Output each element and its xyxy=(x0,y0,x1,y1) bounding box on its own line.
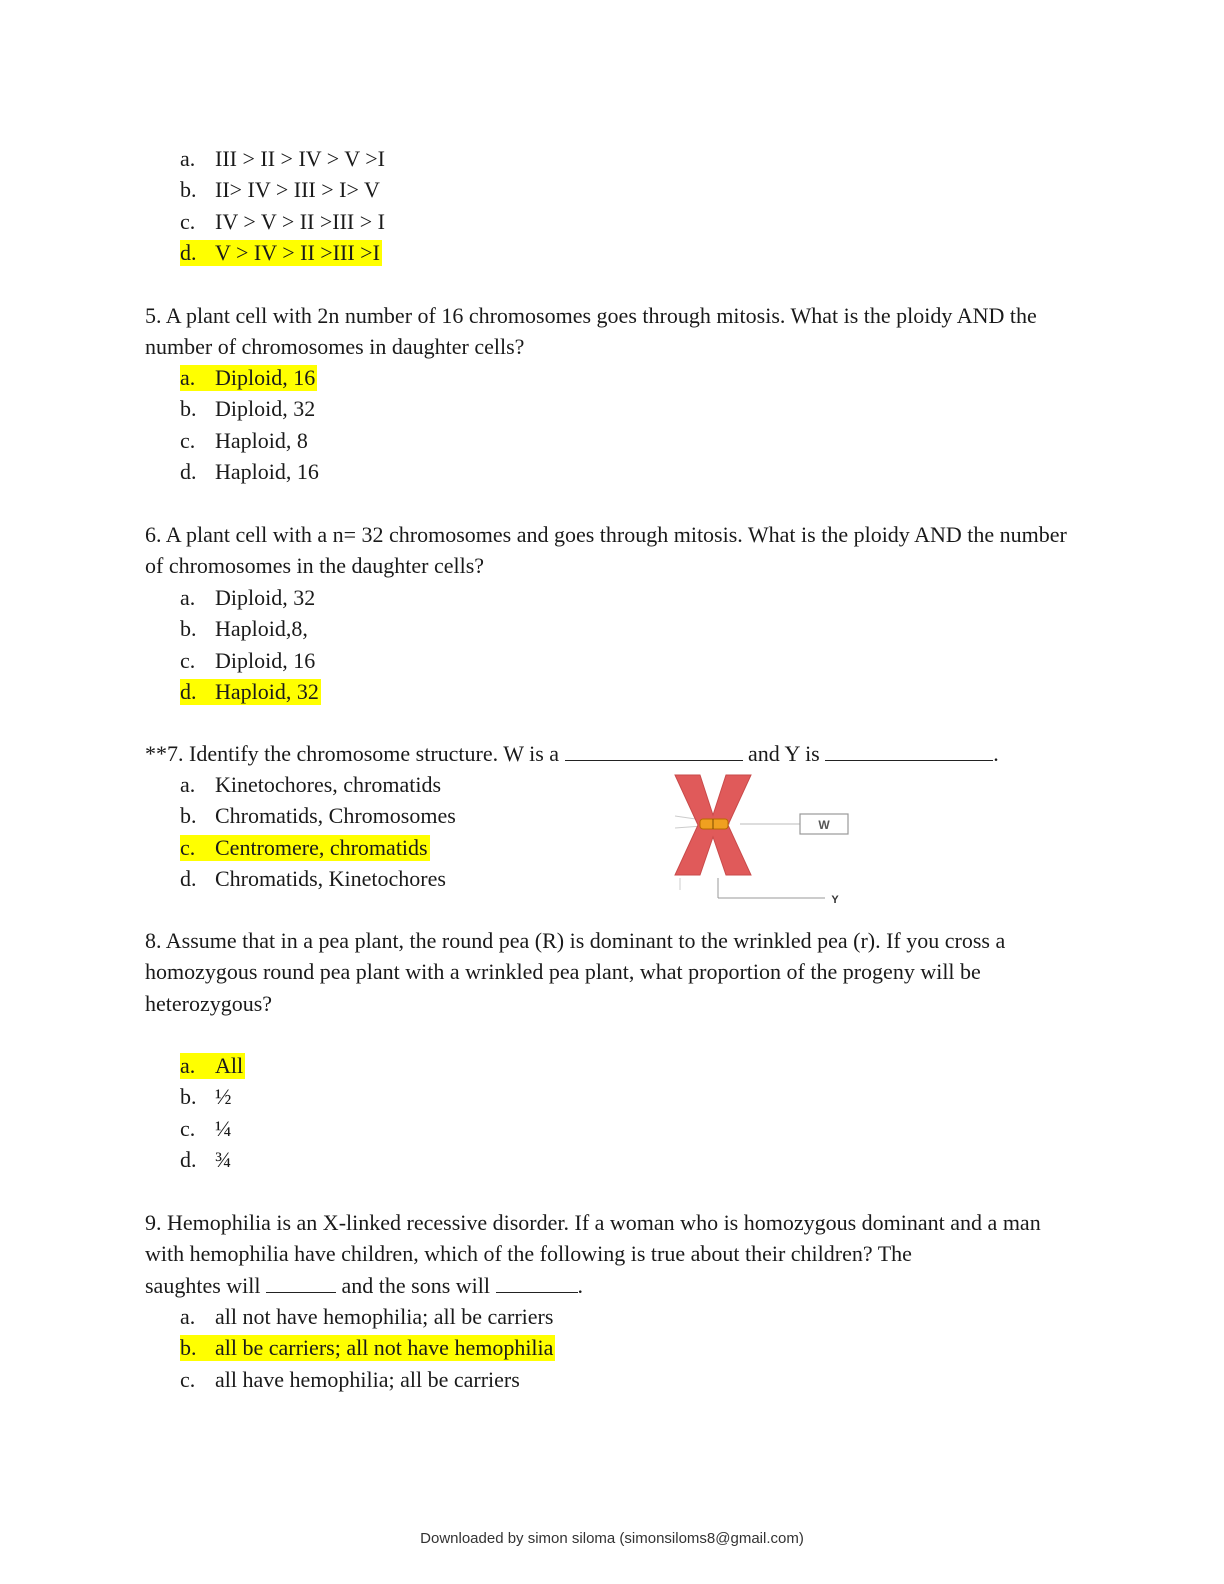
answer-option xyxy=(180,206,387,237)
answer-option xyxy=(180,676,321,707)
answer-body xyxy=(180,1367,522,1393)
highlighted-answer xyxy=(180,835,430,861)
option-text: Diploid, 16 xyxy=(215,365,316,390)
q4-options xyxy=(180,143,387,268)
option-letter: d. xyxy=(180,458,197,484)
option-text: Haploid,8, xyxy=(215,616,308,642)
option-letter: d. xyxy=(180,678,197,704)
download-footer: Downloaded by simon siloma (simonsiloms8@gmail.com) xyxy=(420,1530,804,1547)
w-answer-blank xyxy=(565,740,743,761)
answer-option xyxy=(180,1364,555,1395)
option-letter: a. xyxy=(180,772,196,797)
question-6: 6. A plant cell with a n= 32 chromosomes and goes through mitosis. What is the ploidy AND the number of chromosomes in the daughter cells? xyxy=(145,522,1067,579)
q9-end: . xyxy=(577,1272,583,1298)
q5-options xyxy=(180,362,321,487)
option-text: ½ xyxy=(215,1084,232,1110)
answer-option xyxy=(180,1144,245,1175)
option-text: IV > V > II >III > I xyxy=(215,208,385,234)
option-letter: c. xyxy=(180,427,196,453)
q9-text: 9. Hemophilia is an X-linked recessive disorder. If a woman who is homozygous dominant and a man with hemophilia have children, which of the following is true about their children? The xyxy=(145,1210,1041,1267)
answer-option xyxy=(180,863,458,894)
q8-options xyxy=(180,1050,245,1175)
option-letter: a. xyxy=(180,146,196,171)
q7-options xyxy=(180,769,458,894)
answer-option xyxy=(180,1113,245,1144)
answer-body xyxy=(180,772,443,798)
highlighted-answer xyxy=(180,365,317,391)
answer-option xyxy=(180,1332,555,1363)
option-letter: b. xyxy=(180,1084,197,1110)
option-text: ¾ xyxy=(215,1146,232,1172)
sons-answer-blank xyxy=(496,1272,578,1293)
answer-body xyxy=(180,585,317,611)
y-label: Y xyxy=(831,894,839,906)
answer-body xyxy=(180,866,448,892)
question-8: 8. Assume that in a pea plant, the round pea (R) is dominant to the wrinkled pea (r). If you cross a homozygous round pea plant with a wrinkled pea plant, what proportion of the progeny will be heterozygous? xyxy=(145,928,1006,1016)
option-text: Haploid, 8 xyxy=(215,427,308,453)
answer-body xyxy=(180,1084,234,1110)
q7-prefix: **7. Identify the chromosome structure. W is a xyxy=(145,741,560,766)
highlighted-answer xyxy=(180,1053,245,1079)
answer-body xyxy=(180,396,317,422)
answer-option xyxy=(180,645,321,676)
option-text: Centromere, chromatids xyxy=(215,834,428,860)
option-text: all be carriers; all not have hemophilia xyxy=(215,1335,554,1361)
option-text: Haploid, 32 xyxy=(215,678,319,704)
option-letter: c. xyxy=(180,1366,196,1392)
daughters-answer-blank xyxy=(266,1272,336,1293)
option-text: Diploid, 32 xyxy=(215,585,316,610)
answer-option xyxy=(180,613,321,644)
answer-option xyxy=(180,237,387,268)
answer-body xyxy=(180,803,458,829)
option-text: Chromatids, Chromosomes xyxy=(215,803,456,829)
option-letter: b. xyxy=(180,177,197,203)
option-text: Haploid, 16 xyxy=(215,458,319,484)
option-letter: a. xyxy=(180,365,196,390)
option-text: ¼ xyxy=(215,1115,232,1141)
option-letter: c. xyxy=(180,1115,196,1141)
option-letter: a. xyxy=(180,1053,196,1078)
answer-body xyxy=(180,146,387,172)
q9-sons: and the sons will xyxy=(341,1272,490,1298)
option-letter: b. xyxy=(180,1335,197,1361)
option-letter: d. xyxy=(180,239,197,265)
answer-option xyxy=(180,1081,245,1112)
answer-option xyxy=(180,362,321,393)
option-text: Kinetochores, chromatids xyxy=(215,772,442,797)
highlighted-answer xyxy=(180,1335,555,1361)
answer-body xyxy=(180,428,310,454)
highlighted-answer xyxy=(180,240,382,266)
q7-middle: and Y is xyxy=(748,741,820,766)
answer-body xyxy=(180,459,321,485)
question-5: 5. A plant cell with 2n number of 16 chromosomes goes through mitosis. What is the ploidy AND the number of chromosomes in daughter cells? xyxy=(145,303,1037,360)
answer-option xyxy=(180,800,458,831)
option-letter: c. xyxy=(180,208,196,234)
option-text: all have hemophilia; all be carriers xyxy=(215,1366,520,1392)
answer-option xyxy=(180,1050,245,1081)
option-letter: b. xyxy=(180,616,197,642)
option-letter: b. xyxy=(180,803,197,829)
answer-option xyxy=(180,456,321,487)
answer-body xyxy=(180,1304,555,1330)
q7-suffix: . xyxy=(993,741,999,766)
q6-options xyxy=(180,582,321,707)
option-text: All xyxy=(215,1053,244,1078)
answer-body xyxy=(180,648,317,674)
answer-option xyxy=(180,143,387,174)
option-letter: a. xyxy=(180,1304,196,1329)
answer-option xyxy=(180,174,387,205)
answer-option xyxy=(180,393,321,424)
highlighted-answer xyxy=(180,679,321,705)
answer-option xyxy=(180,425,321,456)
option-letter: b. xyxy=(180,396,197,422)
option-text: Diploid, 32 xyxy=(215,396,316,422)
option-text: Chromatids, Kinetochores xyxy=(215,865,446,891)
q9-options xyxy=(180,1301,555,1395)
option-letter: a. xyxy=(180,585,196,610)
centromere-mark xyxy=(700,819,728,829)
option-letter: c. xyxy=(180,647,196,673)
option-letter: d. xyxy=(180,865,197,891)
answer-body xyxy=(180,177,382,203)
q9-saughtes: saughtes will xyxy=(145,1272,261,1298)
answer-body xyxy=(180,1116,234,1142)
answer-option xyxy=(180,769,458,800)
option-text: III > II > IV > V >I xyxy=(215,146,385,171)
answer-option xyxy=(180,832,458,863)
answer-option xyxy=(180,1301,555,1332)
question-9 xyxy=(145,1207,1080,1301)
option-text: II> IV > III > I> V xyxy=(215,177,380,203)
question-7 xyxy=(145,738,1080,769)
option-letter: c. xyxy=(180,834,196,860)
option-text: all not have hemophilia; all be carriers xyxy=(215,1304,554,1329)
chromosome-diagram xyxy=(670,770,860,910)
w-label: W xyxy=(818,818,830,832)
answer-body xyxy=(180,616,310,642)
option-text: Diploid, 16 xyxy=(215,647,316,673)
option-letter: d. xyxy=(180,1146,197,1172)
answer-body xyxy=(180,1147,234,1173)
answer-option xyxy=(180,582,321,613)
option-text: V > IV > II >III >I xyxy=(215,239,380,265)
y-answer-blank xyxy=(825,740,993,761)
answer-body xyxy=(180,209,387,235)
